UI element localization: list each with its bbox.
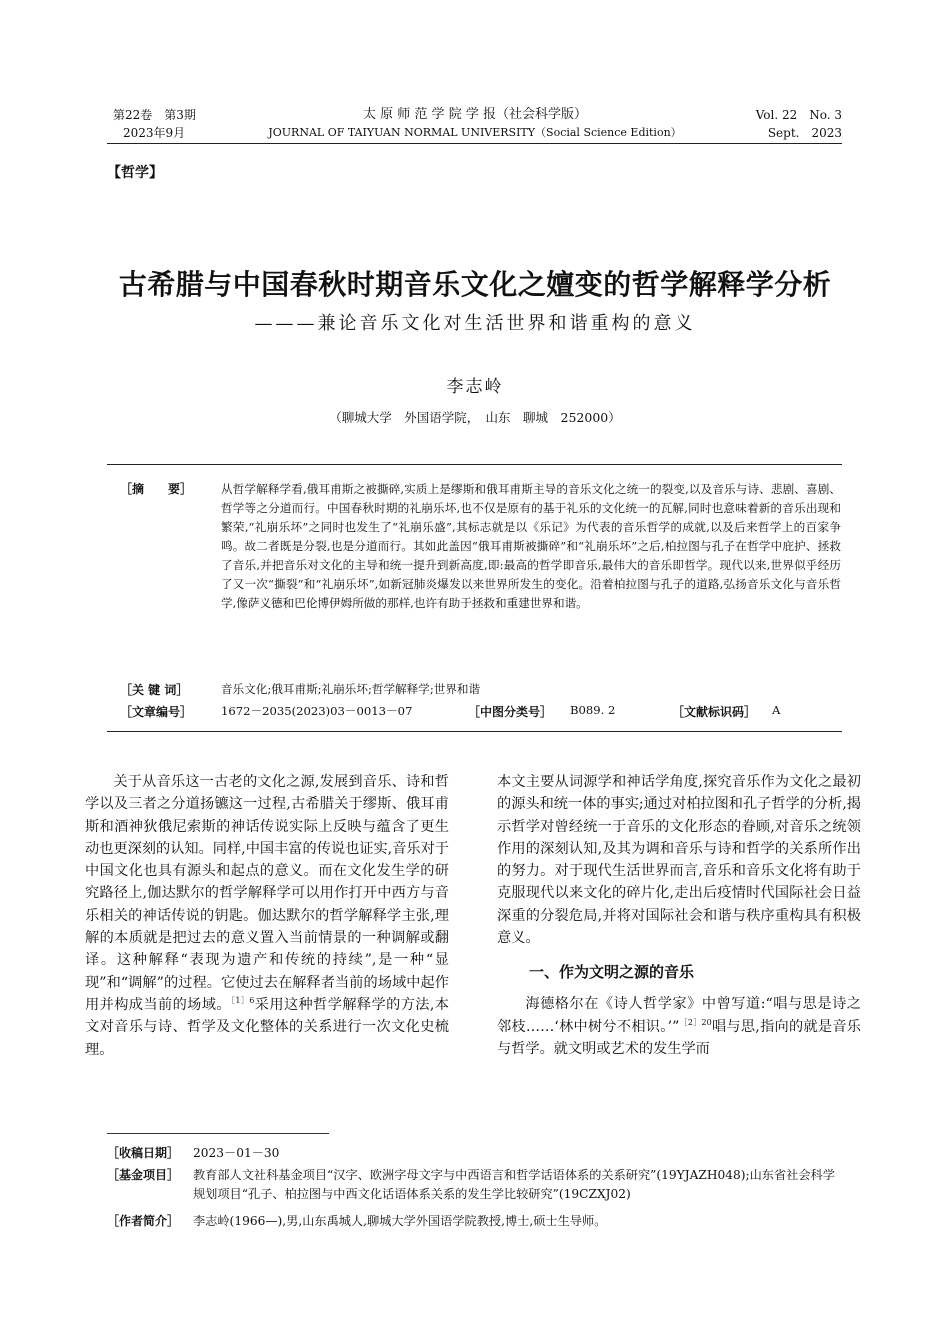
- received-date: 2023－01－30: [193, 1146, 280, 1160]
- journal-name-cn: 太 原 师 范 学 院 学 报（社会科学版）: [363, 107, 587, 122]
- article-title: 古希腊与中国春秋时期音乐文化之嬗变的哲学解释学分析: [118, 268, 832, 301]
- citation-1: ［1］6: [230, 995, 255, 1005]
- header-rule: [107, 143, 842, 144]
- fund-label: ［基金项目］: [107, 1168, 180, 1182]
- author-bio: 李志岭(1966—),男,山东禹城人,聊城大学外国语学院教授,博士,硕士生导师。: [193, 1214, 607, 1228]
- footnote-rule: [107, 1133, 329, 1134]
- journal-name-en: JOURNAL OF TAIYUAN NORMAL UNIVERSITY（Social Science Edition）: [268, 126, 682, 139]
- journal-name: [240, 106, 710, 142]
- section-text: 海德格尔在《诗人哲学家》中曾写道:“唱与思是诗之邻枝……‘林中树兮不相识。’”: [497, 996, 861, 1035]
- intro-text-cont: 采用这种哲学解释学的方法,本文对音乐与诗、哲学及文化整体的关系进行一次文化史梳理。: [85, 996, 449, 1058]
- class-number: B089. 2: [570, 703, 616, 717]
- class-number-label: ［中图分类号］: [468, 705, 553, 719]
- issue-info-en: [756, 106, 842, 142]
- doc-code: A: [772, 703, 781, 717]
- author-affiliation: （聊城大学 外国语学院， 山东 聊城 252000）: [329, 410, 621, 425]
- body-paragraph: 本文主要从词源学和神话学角度,探究音乐作为文化之最初的源头和统一体的事实;通过对柏拉图和孔子哲学的分析,揭示哲学对曾经统一于音乐的文化形态的眷顾,对音乐之统领作用的深刻认知,及其为调和音乐与诗和哲学的关系所作出的努力。对于现代生活世界而言,音乐和音乐文化将有助于克服现代以来文化的碎片化,走出后疫情时代国际社会日益深重的分裂危局,并将对国际社会和谐与秩序重构具有积极意义。: [497, 774, 861, 947]
- section-heading: 一、作为文明之源的音乐: [529, 963, 695, 982]
- doc-code-label: ［文献标识码］: [672, 705, 757, 719]
- section-tag: 【哲学】: [107, 165, 163, 181]
- issue-date-en: Sept. 2023: [767, 126, 842, 140]
- body-paragraph: [85, 771, 449, 1061]
- citation-2: ［2］20: [679, 1017, 712, 1027]
- article-number-label: ［文章编号］: [120, 705, 193, 719]
- article-meta: [120, 703, 840, 723]
- intro-text: 关于从音乐这一古老的文化之源,发展到音乐、诗和哲学以及三者之分道扬镳这一过程,古希腊关于缪斯、俄耳甫斯和酒神狄俄尼索斯的神话传说实际上反映与蕴含了更生动也更深刻的认知。同样,中国丰富的传说也证实,音乐对于中国文化也具有源头和起点的意义。而在文化发生学的研究路径上,伽达默尔的哲学解释学可以用作打开中西方与音乐相关的神话传说的钥匙。伽达默尔的哲学解释学主张,理解的本质就是把过去的意义置入当前情景的一种调解或翻译。这种解释“表现为遗产和传统的持续”,是一种“显现”和“调解”的过程。它使过去在解释者当前的场域中起作用并构成当前的场域。: [85, 774, 449, 1013]
- body-left-column: [85, 771, 449, 1061]
- received-label: ［收稿日期］: [107, 1146, 180, 1160]
- section-text-cont: 唱与思,指向的就是音乐与哲学。就文明或艺术的发生学而: [497, 1018, 861, 1057]
- body-right-column: [497, 771, 861, 1060]
- keywords: [120, 681, 840, 701]
- issue-volume: 第22卷 第3期: [113, 108, 196, 122]
- article-subtitle: ———兼论音乐文化对生活世界和谐重构的意义: [254, 313, 696, 334]
- keywords-label: ［关 键 词］: [120, 683, 189, 697]
- abstract-top-rule: [107, 464, 842, 465]
- issue-info: [113, 106, 196, 142]
- abstract-bottom-rule: [107, 731, 842, 732]
- article-number: 1672－2035(2023)03－0013－07: [221, 704, 413, 718]
- footnote-author: [107, 1212, 837, 1232]
- footnote-fund: [107, 1166, 837, 1206]
- fund-text: 教育部人文社科基金项目“汉字、欧洲字母文字与中西语言和哲学话语体系的关系研究”(19YJAZH048);山东省社会科学规划项目“孔子、柏拉图与中西文化话语体系关系的发生学比较研究”(19CZXJ02): [193, 1168, 835, 1201]
- author-bio-label: ［作者简介］: [107, 1214, 180, 1228]
- abstract-label: ［摘 要］: [120, 482, 193, 496]
- issue-date: 2023年9月: [123, 126, 186, 140]
- keywords-text: 音乐文化;俄耳甫斯;礼崩乐坏;哲学解释学;世界和谐: [221, 682, 481, 696]
- body-paragraph: [497, 993, 861, 1060]
- abstract-text: 从哲学解释学看,俄耳甫斯之被撕碎,实质上是缪斯和俄耳甫斯主导的音乐文化之统一的裂变,以及音乐与诗、悲剧、喜剧、哲学等之分道而行。中国春秋时期的礼崩乐坏,也不仅是原有的基于礼乐的文化统一的瓦解,同时也意味着新的音乐出现和繁荣,“礼崩乐坏”之同时也发生了“礼崩乐盛”,其标志就是以《乐记》为代表的音乐哲学的成就,以及后来哲学上的百家争鸣。故二者既是分裂,也是分道而行。其如此盖因“俄耳甫斯被撕碎”和“礼崩乐坏”之后,柏拉图与孔子在哲学中庇护、拯救了音乐,并把音乐对文化的主导和统一提升到新高度,即:最高的哲学即音乐,最伟大的音乐即哲学。现代以来,世界似乎经历了又一次“撕裂”和“礼崩乐坏”,如新冠肺炎爆发以来世界所发生的变化。沿着柏拉图与孔子的道路,弘扬音乐文化与音乐哲学,像萨义德和巴伦博伊姆所做的那样,也许有助于拯救和重建世界和谐。: [221, 482, 841, 610]
- issue-volume-en: Vol. 22 No. 3: [755, 108, 842, 122]
- footnote-received: [107, 1144, 837, 1164]
- author-name: 李志岭: [446, 377, 504, 397]
- abstract: [120, 480, 840, 680]
